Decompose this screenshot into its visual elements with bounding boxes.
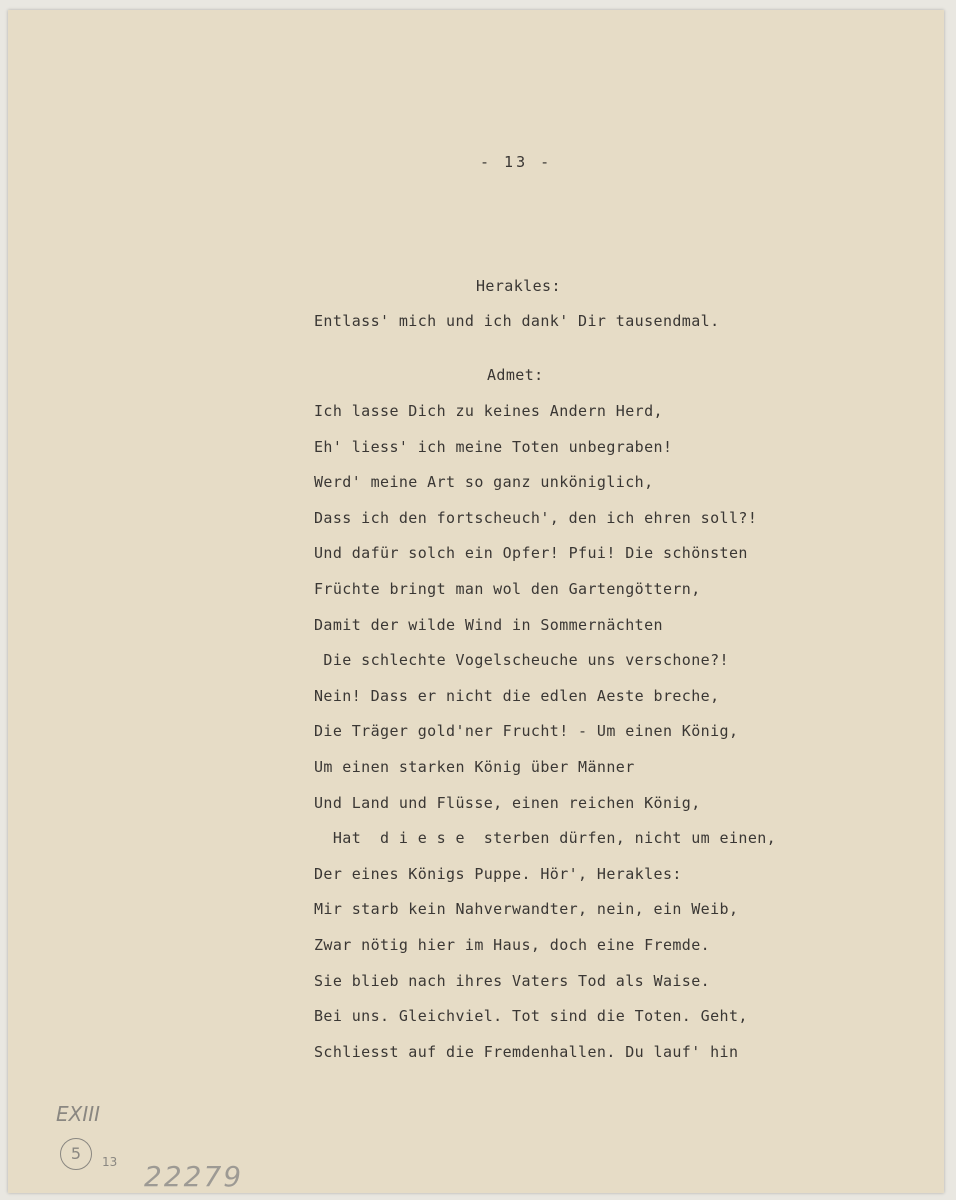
speaker-heading-herakles: Herakles: xyxy=(476,277,561,295)
verse-line: Nein! Dass er nicht die edlen Aeste breche, xyxy=(314,686,720,705)
pencil-inventory-number: 22279 xyxy=(144,1160,244,1193)
speaker-heading-admet: Admet: xyxy=(487,366,544,384)
verse-line: Und Land und Flüsse, einen reichen König, xyxy=(314,793,701,812)
verse-line: Zwar nötig hier im Haus, doch eine Fremde. xyxy=(314,935,711,954)
pencil-archive-mark: EXIII xyxy=(56,1102,101,1126)
pencil-small-number: 13 xyxy=(102,1155,118,1169)
verse-line: Die Träger gold'ner Frucht! - Um einen König, xyxy=(314,722,739,741)
verse-line: Werd' meine Art so ganz unköniglich, xyxy=(314,473,654,492)
verse-line: Ich lasse Dich zu keines Andern Herd, xyxy=(314,402,663,420)
verse-line: Bei uns. Gleichviel. Tot sind die Toten. Geht, xyxy=(314,1007,748,1026)
page-number: - 13 - xyxy=(480,153,553,171)
verse-line: Dass ich den fortscheuch', den ich ehren soll?! xyxy=(314,508,758,527)
verse-line: Damit der wilde Wind in Sommernächten xyxy=(314,615,663,634)
verse-line: Und dafür solch ein Opfer! Pfui! Die schönsten xyxy=(314,544,748,563)
verse-line: Hat d i e s e sterben dürfen, nicht um einen, xyxy=(314,829,777,848)
pencil-circled-number: 5 xyxy=(60,1138,92,1170)
document-page xyxy=(8,10,944,1193)
speech-line: Entlass' mich und ich dank' Dir tausendmal. xyxy=(314,312,720,330)
verse-line: Sie blieb nach ihres Vaters Tod als Waise. xyxy=(314,971,711,990)
verse-line: Mir starb kein Nahverwandter, nein, ein Weib, xyxy=(314,900,739,919)
verse-line: Die schlechte Vogelscheuche uns verschone?! xyxy=(314,651,729,670)
verse-block xyxy=(314,402,776,1078)
verse-line: Der eines Königs Puppe. Hör', Herakles: xyxy=(314,864,682,883)
verse-line: Früchte bringt man wol den Gartengöttern, xyxy=(314,579,701,598)
verse-line: Schliesst auf die Fremdenhallen. Du lauf' hin xyxy=(314,1042,739,1061)
verse-line: Eh' liess' ich meine Toten unbegraben! xyxy=(314,437,673,456)
verse-line: Um einen starken König über Männer xyxy=(314,757,635,776)
